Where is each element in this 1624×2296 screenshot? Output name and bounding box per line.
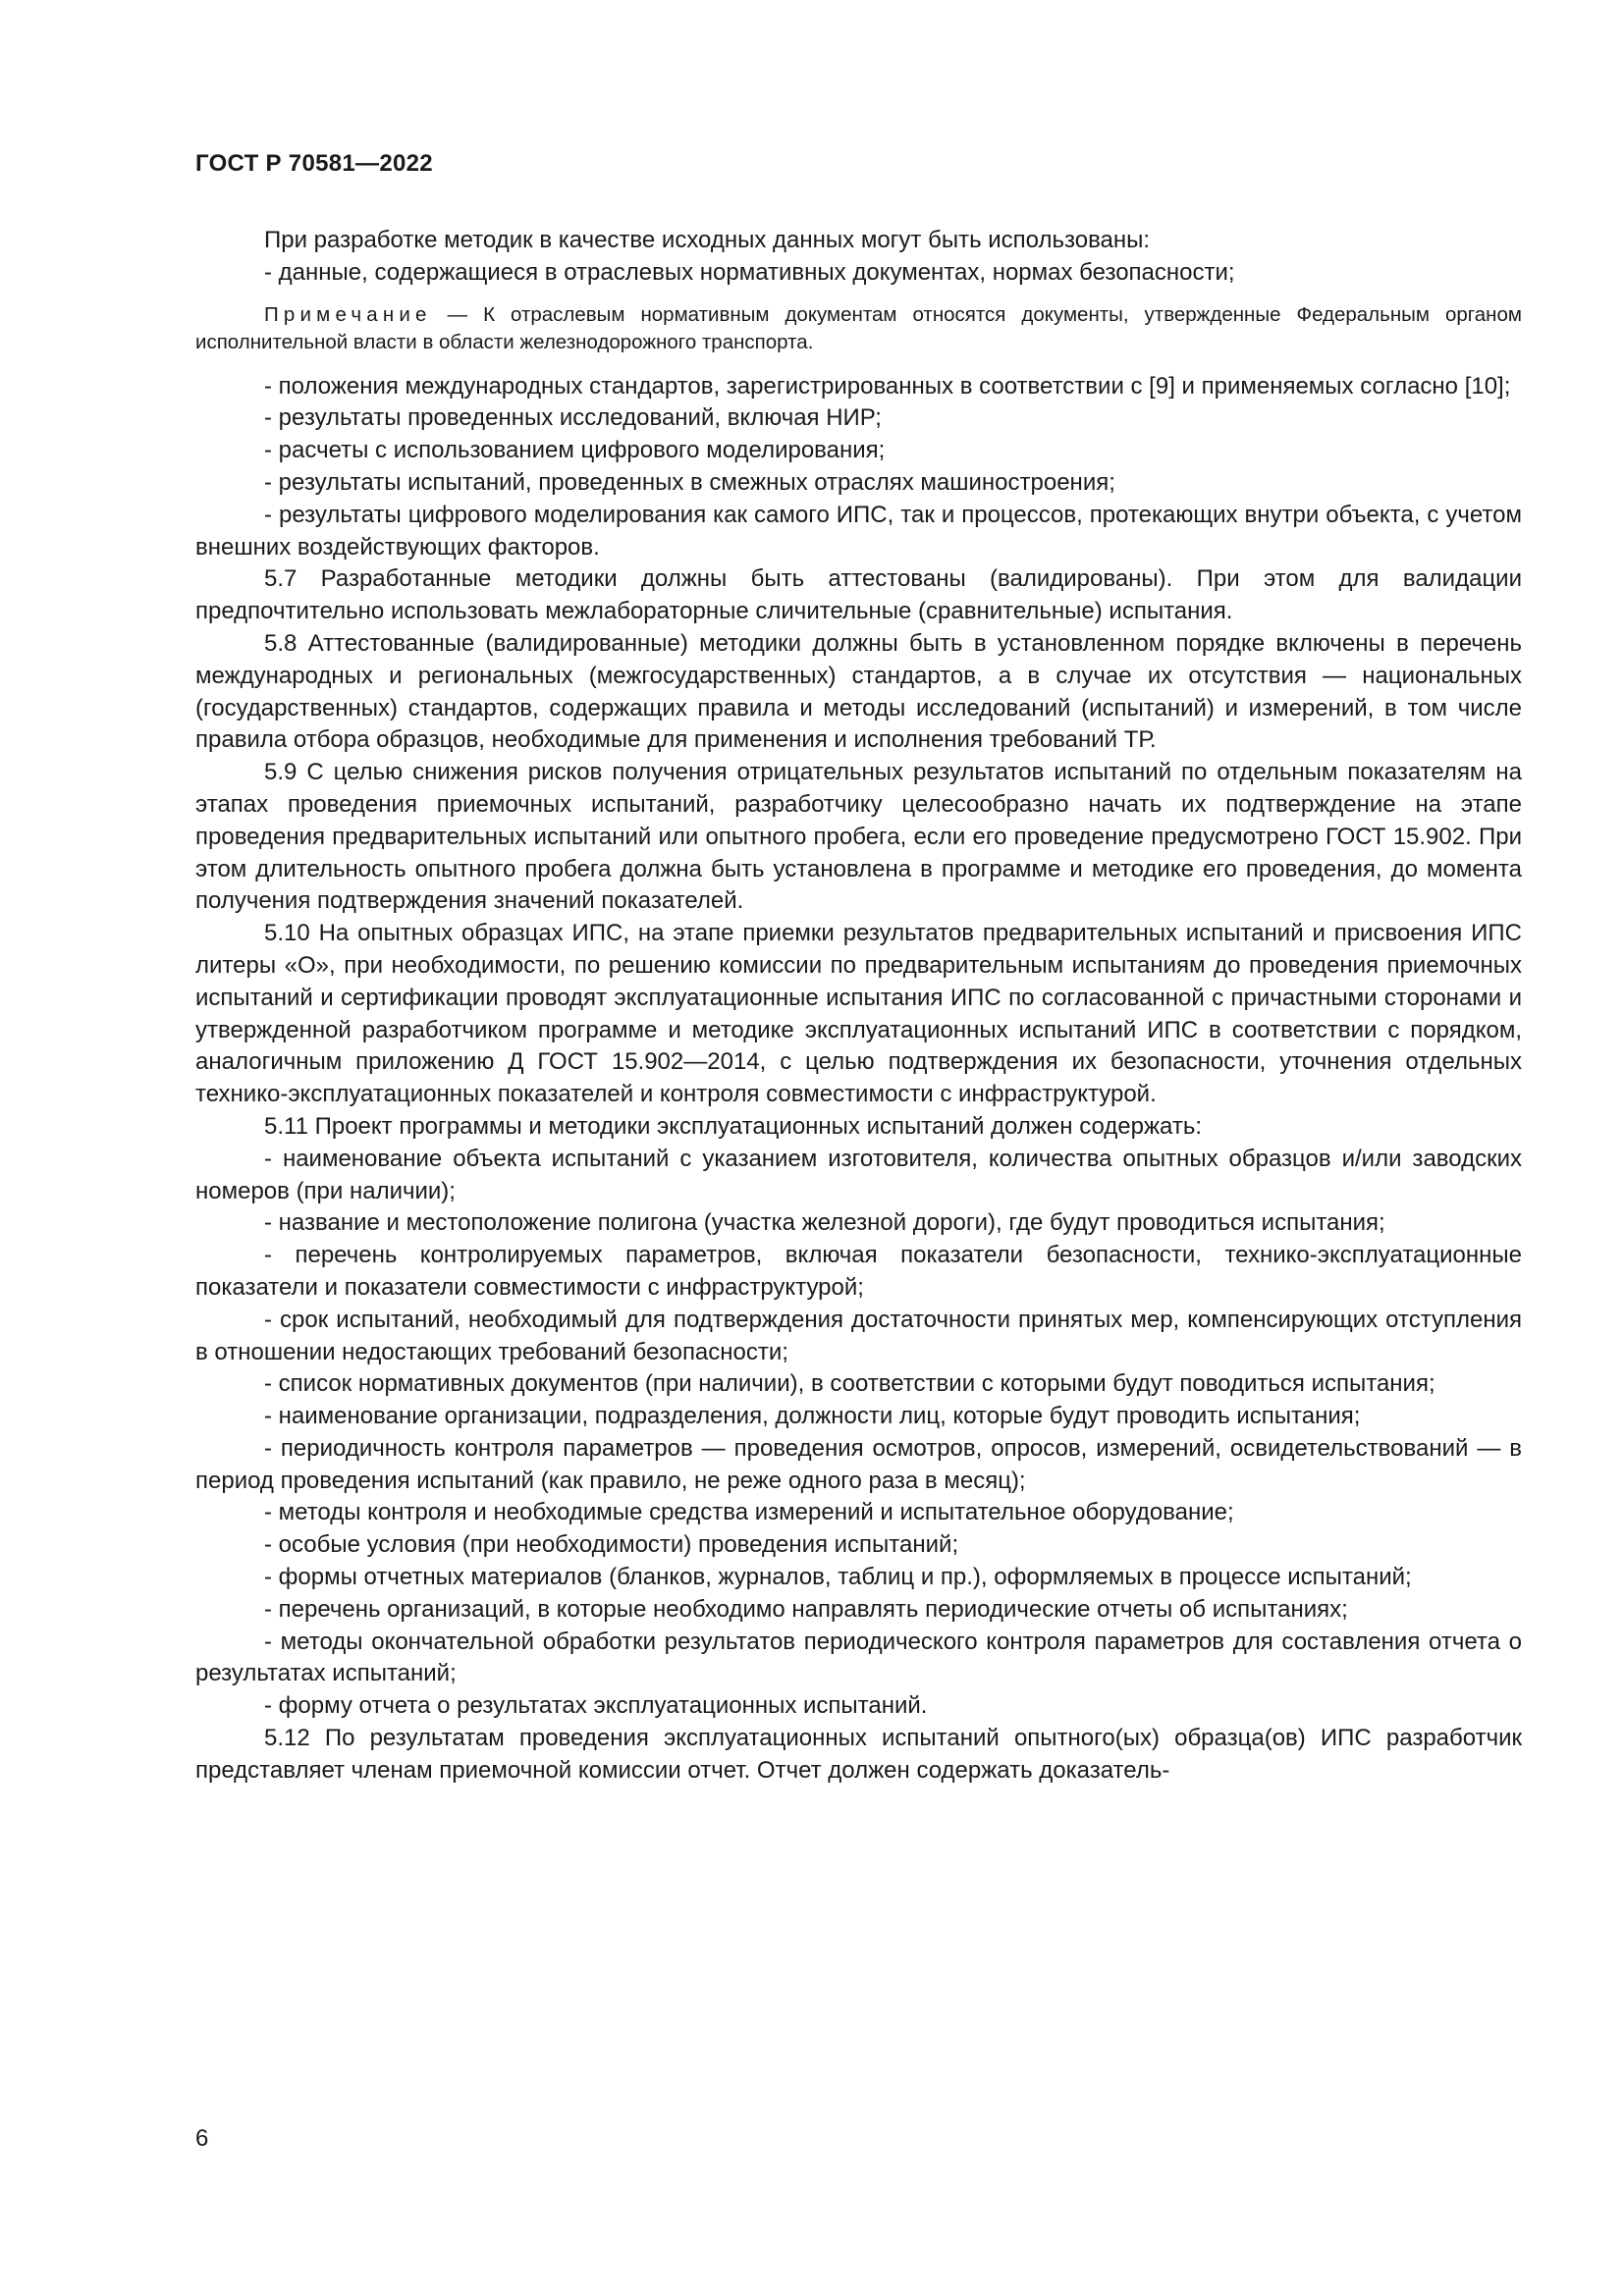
paragraph: 5.11 Проект программы и методики эксплуатационных испытаний должен содержать: [264,1112,1203,1140]
list-item: - расчеты с использованием цифрового моделирования; [264,437,886,464]
list-item: - наименование объекта испытаний с указанием изготовителя, количества опытных образцов и/или заводских номеров (при наличии); [195,1145,1522,1204]
list-item: - результаты испытаний, проведенных в смежных отраслях машиностроения; [264,468,1115,496]
list-item: - данные, содержащиеся в отраслевых нормативных документах, нормах безопасности; [264,258,1235,286]
note-text: — К отраслевым нормативным документам относятся документы, утвержденные Федеральным органом исполнительной власти в области железнодорожного транспорта. [195,302,1522,354]
paragraph: 5.7 Разработанные методики должны быть аттестованы (валидированы). При этом для валидации предпочтительно использовать межлабораторные сличительные (сравнительные) испытания. [195,565,1522,625]
list-item: - список нормативных документов (при наличии), в соответствии с которыми будут поводиться испытания; [264,1370,1435,1398]
list-item: - положения международных стандартов, зарегистрированных в соответствии с [9] и применяемых согласно [10]; [264,372,1511,400]
list-item: - форму отчета о результатах эксплуатационных испытаний. [264,1692,928,1720]
paragraph: 5.8 Аттестованные (валидированные) методики должны быть в установленном порядке включены в перечень международных и региональных (межгосударственных) стандартов, а в случае их отсутствия — национальных (государственных) стандартов, содержащих правила и методы исследований (испытаний) и измерений, в том числе правила отбора образцов, необходимые для применения и исполнения требований ТР. [195,629,1522,754]
list-item: - методы контроля и необходимые средства измерений и испытательное оборудование; [264,1499,1234,1526]
list-item: - особые условия (при необходимости) проведения испытаний; [264,1531,959,1559]
paragraph: 5.10 На опытных образцах ИПС, на этапе приемки результатов предварительных испытаний и присвоения ИПС литеры «О», при необходимости, по решению комиссии по предварительным испытаниям до проведения приемочных испытаний и сертификации проводят эксплуатационные испытания ИПС по согласованной с причастными сторонами и утвержденной разработчиком программе и методике эксплуатационных испытаний ИПС в соответствии с порядком, аналогичным приложению Д ГОСТ 15.902—2014, с целью подтверждения их безопасности, уточнения отдельных технико-эксплуатационных показателей и контроля совместимости с инфраструктурой. [195,920,1522,1108]
list-item: - перечень контролируемых параметров, включая показатели безопасности, технико-эксплуатационные показатели и показатели совместимости с инфраструктурой; [195,1242,1522,1301]
list-item: - методы окончательной обработки результатов периодического контроля параметров для составления отчета о результатах испытаний; [195,1628,1522,1687]
list-item: - результаты цифрового моделирования как самого ИПС, так и процессов, протекающих внутри объекта, с учетом внешних воздействующих факторов. [195,501,1522,561]
list-item: - формы отчетных материалов (бланков, журналов, таблиц и пр.), оформляемых в процессе испытаний; [264,1564,1412,1591]
list-item: - результаты проведенных исследований, включая НИР; [264,404,882,432]
list-item: - срок испытаний, необходимый для подтверждения достаточности принятых мер, компенсирующих отступления в отношении недостающих требований безопасности; [195,1306,1522,1365]
document-body [195,225,1522,1788]
list-item: - перечень организаций, в которые необходимо направлять периодические отчеты об испытаниях; [264,1595,1348,1623]
paragraph: При разработке методик в качестве исходных данных могут быть использованы: [264,227,1151,253]
page-number: 6 [195,2125,209,2152]
paragraph: 5.12 По результатам проведения эксплуатационных испытаний опытного(ых) образца(ов) ИПС разработчик представляет членам приемочной комиссии отчет. Отчет должен содержать доказатель- [195,1725,1522,1784]
list-item: - периодичность контроля параметров — проведения осмотров, опросов, измерений, освидетельствований — в период проведения испытаний (как правило, не реже одного раза в месяц); [195,1434,1522,1494]
paragraph: 5.9 С целью снижения рисков получения отрицательных результатов испытаний по отдельным показателям на этапах проведения приемочных испытаний, разработчику целесообразно начать их подтверждение на этапе проведения предварительных испытаний или опытного пробега, если его проведение предусмотрено ГОСТ 15.902. При этом длительность опытного пробега должна быть установлена в программе и методике его проведения, до момента получения подтверждения значений показателей. [195,759,1522,915]
list-item: - название и местоположение полигона (участка железной дороги), где будут проводиться испытания; [264,1209,1385,1237]
note [195,301,1522,357]
note-label: Примечание [264,302,432,326]
list-item: - наименование организации, подразделения, должности лиц, которые будут проводить испытания; [264,1403,1361,1430]
document-header: ГОСТ Р 70581—2022 [195,150,433,177]
